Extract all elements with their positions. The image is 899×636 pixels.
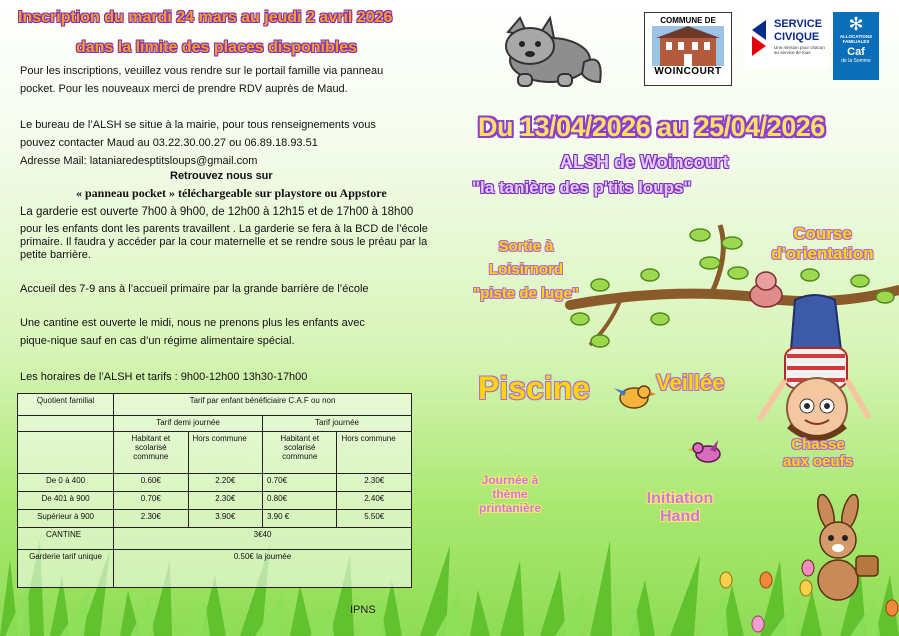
caf-line4: de la Somme <box>841 58 871 64</box>
service-civique-line1: SERVICE <box>774 18 823 30</box>
garderie-value: 0.50€ la journée <box>114 550 412 588</box>
horaires-text: Les horaires de l’ALSH et tarifs : 9h00-12h00 13h30-17h00 <box>20 371 308 383</box>
activity-piscine: Piscine <box>478 370 591 406</box>
commune-logo-top: COMMUNE DE <box>660 16 716 25</box>
town-hall-icon <box>652 26 724 66</box>
initiation-line1: Initiation <box>646 490 714 507</box>
row-value: 3.90 € <box>263 510 337 528</box>
ipns-label: IPNS <box>350 604 376 616</box>
journee-line2: thème <box>492 486 528 501</box>
caf-line2: FAMILIALES <box>842 39 870 44</box>
poster-dates: Du 13/04/2026 au 25/04/2026 <box>478 112 825 142</box>
info-email: Adresse Mail: lataniaredesptitsloups@gmail.com <box>20 155 258 167</box>
row-value: 2.30€ <box>337 474 412 492</box>
row-value: 2.40€ <box>337 492 412 510</box>
easter-eggs-decoration <box>700 560 899 636</box>
activity-initiation <box>628 490 732 527</box>
bird-icon <box>612 380 656 414</box>
cantine-value: 3€40 <box>114 528 412 550</box>
inscription-header-line2: dans la limite des places disponibles <box>76 39 357 56</box>
table-row <box>18 528 412 550</box>
tarif-demi-header: Tarif demi journée <box>114 416 263 432</box>
row-value: 0.60€ <box>114 474 188 492</box>
info-text-block <box>20 62 440 98</box>
table-row <box>18 510 412 528</box>
sortie-line3: "piste de luge" <box>473 284 579 302</box>
journee-line1: Journée à <box>481 473 539 487</box>
activity-veillee: Veillée <box>656 370 725 395</box>
info-p1b: pocket. Pour les nouveaux merci de prendre RDV auprès de Maud. <box>20 83 348 95</box>
panneau-pocket: « panneau pocket » téléchargeable sur playstore ou Appstore <box>76 186 387 200</box>
accueil-text: Accueil des 7-9 ans à l’accueil primaire par la grande barrière de l’école <box>20 283 369 295</box>
activity-chasse <box>770 436 866 471</box>
sortie-line2: Loisirnord <box>488 261 564 279</box>
garderie-line2: pour les enfants dont les parents travaillent . La garderie se fera à la BCD de l’école <box>20 223 428 235</box>
info-p2a: Le bureau de l’ALSH se situe à la mairie, pour tous renseignements vous <box>20 119 376 131</box>
garderie-text <box>20 206 440 262</box>
service-civique-icon <box>746 18 772 58</box>
info-contact-block <box>20 116 440 170</box>
poster-title-line1: ALSH de Woincourt <box>560 152 729 172</box>
garderie-line3: primaire. Il faudra y accéder par la cour maternelle et se rendre sous le préau par la <box>20 236 428 248</box>
chasse-line1: Chasse <box>791 436 845 453</box>
cantine-label: CANTINE <box>18 528 114 550</box>
table-row <box>18 550 412 588</box>
cantine-line2: pique-nique sauf en cas d’un régime alimentaire spécial. <box>20 335 295 347</box>
row-value: 3.90€ <box>188 510 262 528</box>
pink-bird-icon <box>688 436 728 468</box>
activity-course: Course d'orientation <box>771 224 874 263</box>
caf-snowflake-icon: ✻ <box>848 14 864 34</box>
commune-logo-name: WOINCOURT <box>654 66 722 77</box>
blank-cell <box>18 416 114 432</box>
hors-header-demi: Hors commune <box>188 432 262 474</box>
inscription-header-line1: Inscription du mardi 24 mars au jeudi 2 avril 2026 <box>18 9 393 26</box>
caf-logo <box>833 12 879 80</box>
row-value: 5.50€ <box>337 510 412 528</box>
chasse-line2: aux oeufs <box>782 453 854 471</box>
activity-journee <box>462 474 558 515</box>
blank-cell <box>18 432 114 474</box>
tarifs-table <box>17 393 412 588</box>
service-civique-line2: CIVIQUE <box>774 31 820 43</box>
habitant-header-demi: Habitant et scolarisé commune <box>114 432 188 474</box>
commune-logo <box>644 12 732 86</box>
poster-title-line2: "la tanière des p'tits loups" <box>472 178 692 197</box>
activity-sortie <box>470 238 582 302</box>
initiation-line2: Hand <box>660 508 700 526</box>
row-value: 2.30€ <box>188 492 262 510</box>
garderie-label: Garderie tarif unique <box>18 550 114 588</box>
row-value: 0.70€ <box>114 492 188 510</box>
row-quotient: De 0 à 400 <box>18 474 114 492</box>
caf-line3: Caf <box>847 46 865 58</box>
row-value: 2.20€ <box>188 474 262 492</box>
service-civique-sub: Une mission pour chacun au service de tous <box>774 45 825 55</box>
service-civique-logo <box>744 12 828 68</box>
col-quotient-header: Quotient familial <box>18 394 114 416</box>
table-row <box>18 492 412 510</box>
tarif-journee-header: Tarif journée <box>263 416 412 432</box>
row-quotient: Supérieur à 900 <box>18 510 114 528</box>
retrouvez-nous: Retrouvez nous sur <box>170 170 273 182</box>
habitant-header-journee: Habitant et scolarisé commune <box>263 432 337 474</box>
wolf-icon <box>488 12 608 92</box>
cantine-text <box>20 314 440 350</box>
boy-illustration <box>745 290 875 450</box>
row-value: 0.80€ <box>263 492 337 510</box>
row-value: 2.30€ <box>114 510 188 528</box>
row-quotient: De 401 à 900 <box>18 492 114 510</box>
info-p2b: pouvez contacter Maud au 03.22.30.00.27 ou 06.89.18.93.51 <box>20 137 318 149</box>
journee-line3: printanière <box>478 500 541 515</box>
hors-header-journee: Hors commune <box>337 432 412 474</box>
cantine-line1: Une cantine est ouverte le midi, nous ne prenons plus les enfants avec <box>20 317 365 329</box>
table-row <box>18 474 412 492</box>
col-tarif-header: Tarif par enfant bénéficiaire C.A.F ou non <box>114 394 412 416</box>
info-p1a: Pour les inscriptions, veuillez vous rendre sur le portail famille via panneau <box>20 65 384 77</box>
garderie-line1: La garderie est ouverte 7h00 à 9h00, de 12h00 à 12h15 et de 17h00 à 18h00 <box>20 206 414 218</box>
sortie-line1: Sortie à <box>498 238 554 255</box>
caf-line1: ALLOCATIONS <box>839 34 873 39</box>
garderie-line4: petite barrière. <box>20 249 91 261</box>
row-value: 0.70€ <box>263 474 337 492</box>
